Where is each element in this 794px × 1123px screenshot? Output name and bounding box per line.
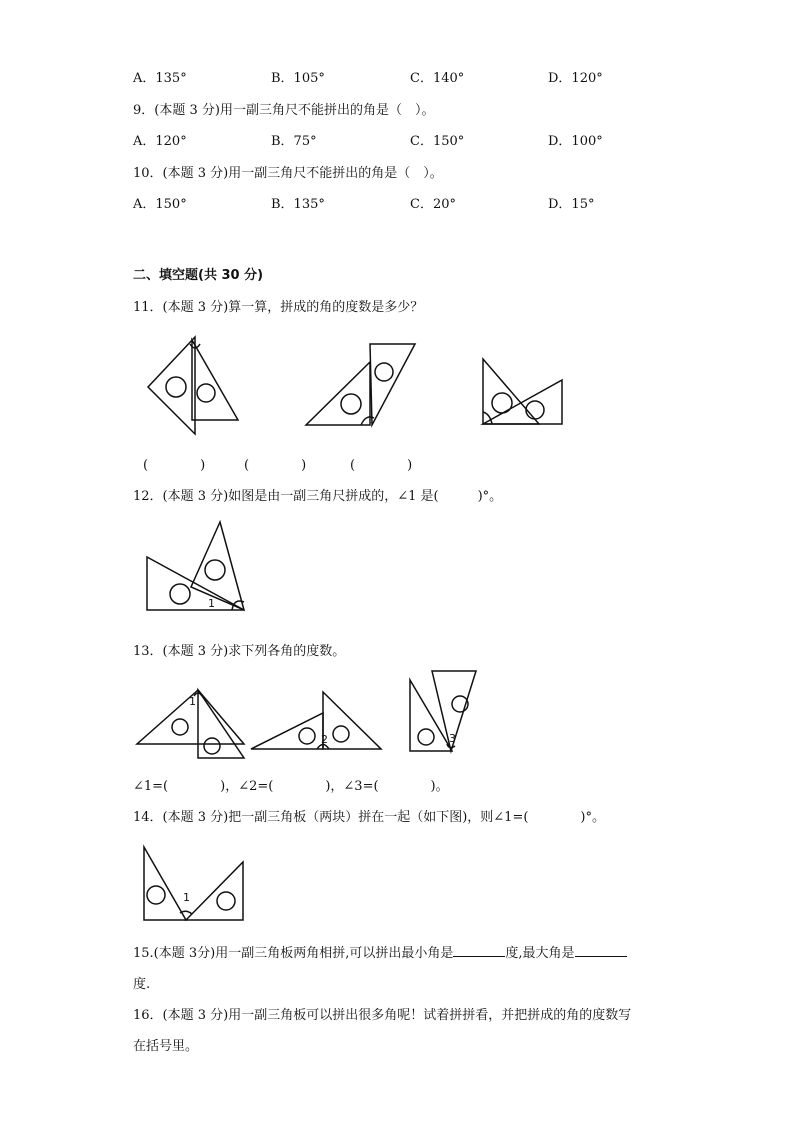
q11-answer-1: ( ) [143, 458, 206, 473]
q14-stem: 14．(本题 3 分)把一副三角板（两块）拼在一起（如下图)，则∠1=( )°。 [133, 810, 605, 825]
q12-stem: 12．(本题 3 分)如图是由一副三角尺拼成的，∠1 是( )°。 [133, 489, 503, 504]
q9-option-c: C．150° [410, 134, 465, 149]
q13-angle-3-label: 3 [449, 732, 456, 745]
q13-stem: 13．(本题 3 分)求下列各角的度数。 [133, 644, 346, 659]
q14-angle-label: 1 [183, 891, 190, 904]
q11-figure-1 [140, 332, 250, 438]
q14-figure [140, 843, 248, 923]
q11-answer-2: ( ) [244, 458, 307, 473]
q11-figure-2 [300, 336, 425, 432]
q8-option-a: A．135° [133, 71, 187, 86]
q11-figure-3 [476, 352, 571, 428]
q16-stem-line1: 16．(本题 3 分)用一副三角板可以拼出很多角呢！试着拼拼看，并把拼成的角的度数写 [133, 1008, 632, 1023]
q13-answer-line: ∠1=( )，∠2=( )，∠3=( )。 [133, 779, 449, 794]
q9-option-d: D．100° [548, 134, 603, 149]
q10-option-b: B．135° [271, 197, 325, 212]
q15-blank-max[interactable] [575, 945, 627, 957]
q12-angle-label: 1 [208, 597, 215, 610]
q9-option-a: A．120° [133, 134, 187, 149]
q9-option-b: B．75° [271, 134, 317, 149]
q16-stem-line2: 在括号里。 [133, 1039, 199, 1054]
q8-option-d: D．120° [548, 71, 603, 86]
q11-answer-3: ( ) [350, 458, 413, 473]
q10-option-d: D．15° [548, 197, 595, 212]
q15-stem: 15.(本题 3分)用一副三角板两角相拼,可以拼出最小角是 度,最大角是 [133, 942, 627, 961]
q10-option-a: A．150° [133, 197, 187, 212]
q9-stem: 9．(本题 3 分)用一副三角尺不能拼出的角是（ ）。 [133, 103, 435, 118]
q13-figure-1 [133, 683, 245, 763]
q12-figure [140, 518, 250, 615]
q15-blank-min[interactable] [453, 945, 505, 957]
q13-figure-3 [405, 668, 479, 754]
q13-angle-1-label: 1 [189, 695, 196, 708]
q13-angle-2-label: 2 [321, 733, 328, 746]
q8-option-c: C．140° [410, 71, 465, 86]
q11-stem: 11．(本题 3 分)算一算，拼成的角的度数是多少？ [133, 300, 424, 315]
q10-option-c: C．20° [410, 197, 456, 212]
q8-option-b: B．105° [271, 71, 325, 86]
q15-stem-end: 度. [133, 977, 151, 992]
section-heading: 二、填空题(共 30 分) [133, 268, 264, 283]
q13-figure-2 [247, 688, 384, 753]
q10-stem: 10．(本题 3 分)用一副三角尺不能拼出的角是（ ）。 [133, 166, 443, 181]
